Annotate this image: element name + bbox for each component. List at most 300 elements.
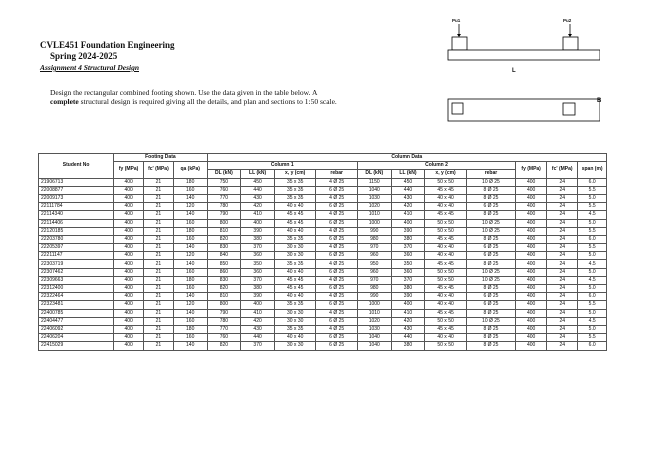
cell-fc: 21	[144, 268, 174, 276]
cell-fy: 400	[114, 186, 144, 194]
instruction-line-1: Design the rectangular combined footing shown. Use the data given in the table below. A	[50, 88, 318, 97]
cell-rebar-2: 8 Ø 25	[466, 309, 515, 317]
cell-xy-2: 40 x 40	[425, 203, 466, 211]
cell-rebar-1: 6 Ø 25	[316, 334, 357, 342]
cell-student-no: 22120185	[39, 227, 114, 235]
cell-fc-col: 24	[547, 334, 578, 342]
column-data-header: Column Data	[207, 154, 606, 162]
cell-xy-1: 45 x 45	[274, 219, 315, 227]
xy2-header: x, y (cm)	[425, 170, 466, 178]
cell-xy-2: 45 x 45	[425, 211, 466, 219]
cell-xy-2: 50 x 50	[425, 276, 466, 284]
cell-fc: 21	[144, 334, 174, 342]
cell-xy-1: 45 x 45	[274, 276, 315, 284]
cell-fy: 400	[114, 260, 144, 268]
table-row	[39, 268, 607, 276]
cell-dl-1: 750	[207, 178, 241, 186]
fy2-header: fy (MPa)	[516, 162, 547, 178]
cell-fc: 21	[144, 211, 174, 219]
cell-xy-1: 30 x 30	[274, 309, 315, 317]
cell-ll-1: 430	[241, 325, 275, 333]
table-row	[39, 325, 607, 333]
cell-rebar-1: 4 Ø 25	[316, 178, 357, 186]
cell-ll-1: 420	[241, 203, 275, 211]
cell-fc-col: 24	[547, 235, 578, 243]
cell-dl-2: 1000	[357, 219, 391, 227]
cell-ll-1: 380	[241, 235, 275, 243]
cell-fy: 400	[114, 317, 144, 325]
cell-dl-1: 760	[207, 334, 241, 342]
plan-column-1	[452, 103, 463, 114]
table-row	[39, 203, 607, 211]
cell-rebar-1: 6 Ø 25	[316, 203, 357, 211]
cell-xy-2: 45 x 45	[425, 186, 466, 194]
qa-header: qa (kPa)	[173, 162, 207, 178]
cell-ll-1: 430	[241, 194, 275, 202]
cell-fc-col: 24	[547, 342, 578, 350]
cell-ll-2: 350	[391, 260, 425, 268]
cell-student-no: 22303719	[39, 260, 114, 268]
table-row	[39, 301, 607, 309]
cell-span: 6.0	[578, 178, 607, 186]
cell-xy-1: 40 x 40	[274, 268, 315, 276]
cell-rebar-1: 4 Ø 25	[316, 244, 357, 252]
fc-header: fc' (MPa)	[144, 162, 174, 178]
cell-dl-2: 1040	[357, 186, 391, 194]
cell-qa: 140	[173, 293, 207, 301]
cell-span: 5.0	[578, 252, 607, 260]
cell-fy-col: 400	[516, 186, 547, 194]
cell-dl-2: 1000	[357, 301, 391, 309]
cell-student-no: 22114340	[39, 211, 114, 219]
cell-ll-2: 410	[391, 211, 425, 219]
cell-ll-2: 400	[391, 219, 425, 227]
cell-xy-2: 40 x 40	[425, 293, 466, 301]
cell-qa: 140	[173, 260, 207, 268]
cell-dl-2: 1020	[357, 203, 391, 211]
cell-ll-2: 380	[391, 235, 425, 243]
cell-fc-col: 24	[547, 178, 578, 186]
cell-span: 4.5	[578, 260, 607, 268]
cell-span: 5.5	[578, 244, 607, 252]
cell-fc: 21	[144, 252, 174, 260]
cell-fy-col: 400	[516, 342, 547, 350]
cell-ll-1: 360	[241, 252, 275, 260]
rebar2-header: rebar	[466, 170, 515, 178]
cell-rebar-1: 4 Ø 25	[316, 309, 357, 317]
cell-span: 5.0	[578, 194, 607, 202]
rebar1-header: rebar	[316, 170, 357, 178]
cell-qa: 140	[173, 211, 207, 219]
cell-fy-col: 400	[516, 211, 547, 219]
cell-ll-2: 400	[391, 301, 425, 309]
cell-dl-2: 980	[357, 285, 391, 293]
cell-xy-1: 35 x 35	[274, 186, 315, 194]
cell-fc-col: 24	[547, 252, 578, 260]
cell-fc-col: 24	[547, 285, 578, 293]
cell-qa: 160	[173, 285, 207, 293]
cell-ll-2: 420	[391, 317, 425, 325]
footing-plan	[448, 99, 600, 121]
cell-xy-2: 50 x 50	[425, 317, 466, 325]
column-1	[452, 37, 467, 50]
cell-dl-1: 830	[207, 244, 241, 252]
cell-fy: 400	[114, 227, 144, 235]
cell-rebar-2: 8 Ø 25	[466, 285, 515, 293]
cell-span: 6.0	[578, 342, 607, 350]
cell-fy-col: 400	[516, 244, 547, 252]
instruction-line-2	[50, 97, 450, 106]
table-row	[39, 227, 607, 235]
cell-rebar-2: 8 Ø 25	[466, 334, 515, 342]
cell-fy-col: 400	[516, 268, 547, 276]
cell-qa: 120	[173, 203, 207, 211]
cell-span: 5.0	[578, 219, 607, 227]
cell-fy: 400	[114, 178, 144, 186]
cell-rebar-2: 8 Ø 25	[466, 194, 515, 202]
load-2-label: Pu2	[563, 18, 572, 23]
cell-ll-1: 350	[241, 260, 275, 268]
cell-fy-col: 400	[516, 309, 547, 317]
cell-rebar-1: 6 Ø 25	[316, 342, 357, 350]
cell-fy-col: 400	[516, 219, 547, 227]
cell-span: 6.0	[578, 235, 607, 243]
cell-rebar-1: 4 Ø 25	[316, 211, 357, 219]
cell-xy-1: 40 x 40	[274, 293, 315, 301]
cell-student-no: 22404477	[39, 317, 114, 325]
cell-fy-col: 400	[516, 227, 547, 235]
span-label: L	[512, 68, 516, 74]
cell-rebar-2: 6 Ø 25	[466, 301, 515, 309]
cell-fc-col: 24	[547, 317, 578, 325]
cell-ll-2: 410	[391, 309, 425, 317]
cell-ll-1: 370	[241, 342, 275, 350]
cell-qa: 160	[173, 219, 207, 227]
cell-ll-1: 410	[241, 309, 275, 317]
cell-xy-1: 35 x 35	[274, 325, 315, 333]
table-row	[39, 186, 607, 194]
cell-ll-1: 380	[241, 285, 275, 293]
cell-dl-1: 770	[207, 325, 241, 333]
cell-fy: 400	[114, 293, 144, 301]
cell-fc-col: 24	[547, 203, 578, 211]
cell-fc: 21	[144, 186, 174, 194]
cell-fy: 400	[114, 276, 144, 284]
cell-fy-col: 400	[516, 178, 547, 186]
cell-dl-2: 960	[357, 268, 391, 276]
cell-fc: 21	[144, 194, 174, 202]
cell-span: 5.5	[578, 334, 607, 342]
cell-dl-2: 1010	[357, 309, 391, 317]
cell-fc: 21	[144, 260, 174, 268]
cell-xy-2: 40 x 40	[425, 301, 466, 309]
cell-ll-2: 430	[391, 194, 425, 202]
cell-rebar-1: 6 Ø 25	[316, 317, 357, 325]
cell-ll-1: 400	[241, 301, 275, 309]
cell-ll-2: 430	[391, 325, 425, 333]
cell-dl-1: 840	[207, 252, 241, 260]
cell-student-no: 21906713	[39, 178, 114, 186]
cell-rebar-2: 6 Ø 25	[466, 244, 515, 252]
cell-fc-col: 24	[547, 325, 578, 333]
dl2-header: DL (kN)	[357, 170, 391, 178]
instruction-emphasis: complete	[50, 97, 79, 106]
cell-dl-2: 990	[357, 293, 391, 301]
table-row	[39, 194, 607, 202]
cell-student-no: 22309663	[39, 276, 114, 284]
cell-student-no: 22406092	[39, 325, 114, 333]
cell-ll-1: 360	[241, 268, 275, 276]
cell-rebar-1: 4 Ø 25	[316, 260, 357, 268]
cell-fy: 400	[114, 219, 144, 227]
assignment-title: Assignment 4 Structural Design	[40, 63, 139, 72]
cell-student-no: 22009173	[39, 194, 114, 202]
cell-ll-2: 390	[391, 227, 425, 235]
cell-dl-2: 1020	[357, 317, 391, 325]
cell-ll-1: 440	[241, 186, 275, 194]
cell-dl-1: 770	[207, 194, 241, 202]
cell-dl-1: 800	[207, 219, 241, 227]
span-header: span (m)	[578, 162, 607, 178]
cell-dl-1: 850	[207, 260, 241, 268]
term: Spring 2024-2025	[50, 51, 118, 61]
cell-fy: 400	[114, 309, 144, 317]
cell-ll-1: 390	[241, 227, 275, 235]
cell-fy-col: 400	[516, 260, 547, 268]
cell-ll-1: 420	[241, 317, 275, 325]
table-row	[39, 219, 607, 227]
cell-span: 5.5	[578, 186, 607, 194]
cell-span: 5.0	[578, 285, 607, 293]
cell-dl-1: 790	[207, 211, 241, 219]
cell-fc-col: 24	[547, 227, 578, 235]
cell-rebar-1: 4 Ø 25	[316, 194, 357, 202]
cell-fy: 400	[114, 194, 144, 202]
cell-qa: 140	[173, 342, 207, 350]
cell-dl-2: 980	[357, 235, 391, 243]
cell-fy-col: 400	[516, 276, 547, 284]
cell-fy-col: 400	[516, 293, 547, 301]
cell-rebar-2: 8 Ø 25	[466, 260, 515, 268]
cell-dl-1: 760	[207, 186, 241, 194]
cell-fy: 400	[114, 334, 144, 342]
cell-qa: 160	[173, 235, 207, 243]
table-row	[39, 334, 607, 342]
cell-rebar-2: 10 Ø 25	[466, 227, 515, 235]
cell-dl-1: 800	[207, 301, 241, 309]
width-label: B	[597, 98, 602, 104]
cell-student-no: 22211147	[39, 252, 114, 260]
cell-dl-1: 810	[207, 227, 241, 235]
cell-student-no: 22307462	[39, 268, 114, 276]
cell-student-no: 22415029	[39, 342, 114, 350]
load-2-arrowhead	[568, 34, 572, 37]
cell-student-no: 22008877	[39, 186, 114, 194]
cell-student-no: 22400785	[39, 309, 114, 317]
cell-rebar-1: 4 Ø 25	[316, 293, 357, 301]
cell-qa: 120	[173, 252, 207, 260]
cell-ll-1: 370	[241, 244, 275, 252]
cell-ll-1: 440	[241, 334, 275, 342]
cell-fc-col: 24	[547, 244, 578, 252]
header-block	[40, 40, 175, 73]
cell-ll-1: 400	[241, 219, 275, 227]
cell-student-no: 22111784	[39, 203, 114, 211]
cell-xy-1: 30 x 30	[274, 342, 315, 350]
cell-rebar-2: 6 Ø 25	[466, 203, 515, 211]
cell-qa: 140	[173, 194, 207, 202]
cell-ll-1: 390	[241, 293, 275, 301]
cell-span: 4.5	[578, 317, 607, 325]
cell-xy-1: 35 x 35	[274, 178, 315, 186]
cell-student-no: 22312400	[39, 285, 114, 293]
footing-data-header: Footing Data	[114, 154, 207, 162]
cell-rebar-1: 4 Ø 25	[316, 227, 357, 235]
cell-span: 6.0	[578, 293, 607, 301]
cell-fc: 21	[144, 317, 174, 325]
column-2	[563, 37, 578, 50]
cell-dl-1: 780	[207, 203, 241, 211]
cell-dl-2: 970	[357, 244, 391, 252]
cell-ll-2: 360	[391, 252, 425, 260]
cell-rebar-2: 8 Ø 25	[466, 342, 515, 350]
cell-rebar-1: 4 Ø 25	[316, 325, 357, 333]
cell-span: 5.5	[578, 203, 607, 211]
cell-xy-1: 30 x 30	[274, 252, 315, 260]
cell-dl-1: 790	[207, 309, 241, 317]
plan-column-2	[563, 103, 575, 115]
cell-ll-1: 370	[241, 276, 275, 284]
cell-dl-1: 830	[207, 276, 241, 284]
cell-ll-2: 370	[391, 276, 425, 284]
cell-fy: 400	[114, 285, 144, 293]
cell-fc-col: 24	[547, 186, 578, 194]
cell-rebar-2: 6 Ø 25	[466, 293, 515, 301]
cell-fc-col: 24	[547, 276, 578, 284]
cell-fy: 400	[114, 325, 144, 333]
cell-rebar-1: 6 Ø 25	[316, 252, 357, 260]
cell-fy-col: 400	[516, 235, 547, 243]
cell-fy-col: 400	[516, 325, 547, 333]
table-body	[39, 178, 607, 350]
cell-qa: 160	[173, 186, 207, 194]
cell-xy-2: 45 x 45	[425, 260, 466, 268]
ll2-header: LL (kN)	[391, 170, 425, 178]
cell-student-no: 22406204	[39, 334, 114, 342]
cell-fc: 21	[144, 203, 174, 211]
instruction-rest: structural design is required giving all the details, and plan and sections to 1:50 scale.	[78, 97, 337, 106]
cell-span: 5.5	[578, 227, 607, 235]
column-2-header: Column 2	[357, 162, 515, 170]
cell-ll-2: 380	[391, 342, 425, 350]
cell-rebar-1: 6 Ø 25	[316, 301, 357, 309]
cell-ll-2: 390	[391, 293, 425, 301]
fy-header: fy (MPa)	[114, 162, 144, 178]
cell-dl-2: 1030	[357, 325, 391, 333]
cell-rebar-2: 8 Ø 25	[466, 235, 515, 243]
cell-fc-col: 24	[547, 301, 578, 309]
cell-fc-col: 24	[547, 260, 578, 268]
cell-fy: 400	[114, 342, 144, 350]
cell-qa: 120	[173, 301, 207, 309]
cell-span: 5.0	[578, 268, 607, 276]
cell-xy-2: 50 x 50	[425, 219, 466, 227]
cell-rebar-2: 10 Ø 25	[466, 219, 515, 227]
cell-student-no: 22322464	[39, 293, 114, 301]
cell-xy-1: 45 x 45	[274, 211, 315, 219]
cell-rebar-2: 10 Ø 25	[466, 276, 515, 284]
cell-xy-2: 50 x 50	[425, 178, 466, 186]
cell-rebar-2: 10 Ø 25	[466, 268, 515, 276]
cell-fc: 21	[144, 285, 174, 293]
table-row	[39, 244, 607, 252]
cell-dl-2: 1030	[357, 194, 391, 202]
cell-fy-col: 400	[516, 301, 547, 309]
table-row	[39, 276, 607, 284]
cell-dl-1: 820	[207, 285, 241, 293]
cell-xy-2: 40 x 40	[425, 334, 466, 342]
table-row	[39, 235, 607, 243]
cell-xy-1: 35 x 35	[274, 301, 315, 309]
cell-xy-1: 40 x 40	[274, 203, 315, 211]
cell-qa: 160	[173, 317, 207, 325]
cell-dl-2: 1040	[357, 342, 391, 350]
cell-fy: 400	[114, 252, 144, 260]
cell-xy-2: 50 x 50	[425, 342, 466, 350]
course-title: CVLE451 Foundation Engineering	[40, 40, 175, 50]
cell-student-no: 22114406	[39, 219, 114, 227]
cell-xy-1: 30 x 30	[274, 317, 315, 325]
cell-fc: 21	[144, 276, 174, 284]
cell-fy: 400	[114, 235, 144, 243]
cell-fc-col: 24	[547, 268, 578, 276]
table-row	[39, 260, 607, 268]
cell-fy: 400	[114, 203, 144, 211]
cell-dl-1: 780	[207, 317, 241, 325]
table-row	[39, 342, 607, 350]
cell-fc-col: 24	[547, 219, 578, 227]
cell-xy-1: 45 x 45	[274, 285, 315, 293]
load-1-arrowhead	[457, 34, 461, 37]
cell-fc: 21	[144, 293, 174, 301]
cell-fy-col: 400	[516, 203, 547, 211]
cell-fy: 400	[114, 244, 144, 252]
cell-fc: 21	[144, 301, 174, 309]
footing-elevation	[448, 50, 600, 60]
table-row	[39, 252, 607, 260]
cell-dl-2: 960	[357, 252, 391, 260]
cell-xy-1: 40 x 40	[274, 227, 315, 235]
cell-ll-2: 440	[391, 334, 425, 342]
cell-span: 4.5	[578, 211, 607, 219]
cell-ll-2: 420	[391, 203, 425, 211]
cell-dl-2: 1040	[357, 334, 391, 342]
cell-dl-1: 820	[207, 342, 241, 350]
cell-fc-col: 24	[547, 293, 578, 301]
cell-xy-1: 35 x 35	[274, 194, 315, 202]
cell-span: 4.5	[578, 276, 607, 284]
cell-fc: 21	[144, 219, 174, 227]
cell-rebar-2: 8 Ø 25	[466, 325, 515, 333]
table-row	[39, 317, 607, 325]
cell-ll-1: 410	[241, 211, 275, 219]
cell-rebar-2: 10 Ø 25	[466, 317, 515, 325]
cell-rebar-1: 6 Ø 25	[316, 235, 357, 243]
instructions	[50, 88, 450, 106]
cell-ll-2: 370	[391, 244, 425, 252]
cell-qa: 160	[173, 334, 207, 342]
cell-student-no: 22205397	[39, 244, 114, 252]
